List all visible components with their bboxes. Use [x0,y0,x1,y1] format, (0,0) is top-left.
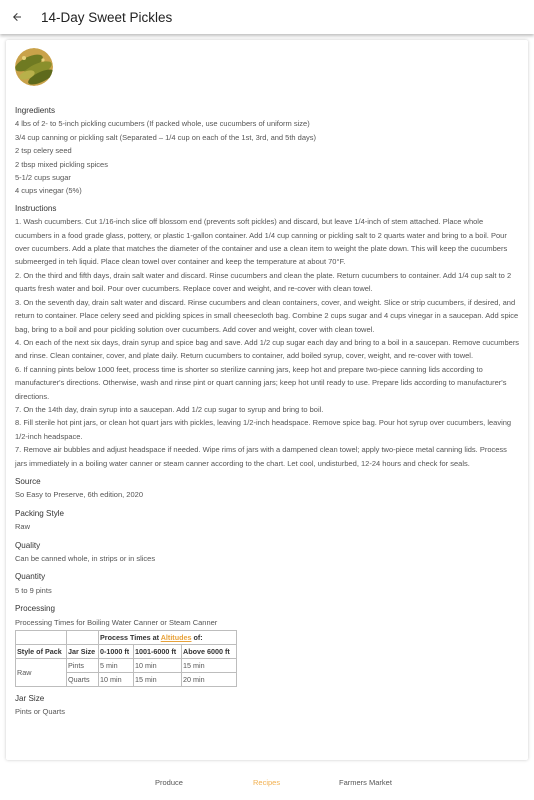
table-row [16,659,237,673]
source-value: So Easy to Preserve, 6th edition, 2020 [15,490,143,500]
back-button[interactable] [0,0,34,34]
table-header-text: of: [191,633,203,643]
table-header-cell: 0-1000 ft [99,645,134,659]
table-cell: 5 min [99,659,134,673]
bottom-navigation [0,768,534,800]
processing-heading: Processing [15,604,56,614]
table-cell: 15 min [134,673,182,687]
table-cell: Quarts [67,673,99,687]
instruction-step: 2. On the third and fifth days, drain salt water and discard. Rinse cucumbers and clean the plate. Return cucumbers to container. Add 1/4 cup salt to 2 quarts fresh water and boil. Pour over cucumbers. Replace cover and weight, and re-cover with clean towel. [15,270,512,294]
page-title: 14-Day Sweet Pickles [41,9,173,25]
instruction-step: 6. If canning pints below 1000 feet, process time is shorter so sterilize canning jars, keep hot and prepare two-piece canning lids according to manufacturer's directions. Otherwise, wash and rinse pint or quart canning jars; keep hot until ready to use. Prepare lids according to manufacturer's directions. [15,364,507,401]
table-cell [16,631,67,645]
altitudes-link[interactable]: Altitudes [160,633,192,643]
table-row [16,631,237,645]
table-row [16,645,237,659]
recipe-thumbnail [15,48,53,86]
jar-size-value: Pints or Quarts [15,707,66,717]
quantity-value: 5 to 9 pints [15,585,52,595]
instruction-step: 3. On the seventh day, drain salt water and discard. Rinse cucumbers and clean containers, cover, and weight. Slice or strip cucumbers, if desired, and return to container. Place celery seed and pickling spices in small cheesecloth bag. Combine 2 cups sugar and 4 cups vinegar in a saucepan. Add spice bag, bring to a boil and pour pickling solution over cucumbers. Add cover and weight, cover with clean towel. [15,297,519,334]
app-bar [0,0,534,34]
nav-item-farmers-market[interactable]: Farmers Market [339,778,392,787]
table-header-cell: Jar Size [67,645,99,659]
quality-heading: Quality [15,540,41,550]
quantity-heading: Quantity [15,572,46,582]
ingredients-heading: Ingredients [15,106,56,115]
nav-item-recipes[interactable]: Recipes [253,778,281,787]
table-cell: 10 min [99,673,134,687]
instruction-step: 4. On each of the next six days, drain syrup and spice bag and save. Add 1/2 cup sugar each day and bring to a boil in a saucepan. Remove cucumbers and rinse. Clean container, cover, and plate daily. Return cucumbers to container, add boiled syrup, cover, weight, and re-cover with towel. [15,337,520,361]
nav-item-produce[interactable]: Produce [155,778,183,787]
ingredient-item: 5-1/2 cups sugar [15,173,71,183]
arrow-back-icon [11,11,23,23]
jar-size-heading: Jar Size [15,694,45,704]
table-cell [67,631,99,645]
quality-value: Can be canned whole, in strips or in slices [15,554,156,563]
table-cell: Raw [16,659,67,687]
ingredient-item: 4 cups vinegar (5%) [15,186,82,196]
table-cell: Pints [67,659,99,673]
table-header-cell: Above 6000 ft [182,645,237,659]
table-header-cell [99,631,237,645]
processing-table [15,630,237,687]
instruction-step: 8. Fill sterile hot pint jars, or clean hot quart jars with pickles, leaving 1/2-inch headspace. Remove spice bag. Pour hot syrup over cucumbers, leaving 1/2-inch headspace. [15,418,512,441]
ingredient-item: 2 tbsp mixed pickling spices [15,159,108,169]
ingredient-item: 4 lbs of 2- to 5-inch pickling cucumbers (If packed whole, use cucumbers of uniform size) [15,119,310,129]
table-cell: 15 min [182,659,237,673]
instructions-heading: Instructions [15,203,57,213]
recipe-card [6,40,528,760]
ingredient-item: 3/4 cup canning or pickling salt (Separated – 1/4 cup on each of the 1st, 3rd, and 5th days) [15,132,317,142]
ingredient-item: 2 tsp celery seed [15,146,72,156]
packing-style-heading: Packing Style [15,508,65,518]
instruction-step: 7. On the 14th day, drain syrup into a saucepan. Add 1/2 cup sugar to syrup and bring to boil. [15,404,324,414]
instruction-step: 1. Wash cucumbers. Cut 1/16-inch slice off blossom end (prevents soft pickles) and discard, but leave 1/4-inch of stem attached. Place whole cucumbers in a food grade glass, pottery, or plastic 1-gallon container. Add 1/4 cup canning or pickling salt to 2 quarts water and bring to a boil. Pour over cucumbers. Add a plate that matches the diameter of the container and use a clean item to weight the plate down. This will keep the cucumbers submeerged in teh liquid. Place clean towel over container and keep the temperature at about 70°F. [15,217,508,267]
source-heading: Source [15,476,41,486]
instruction-step: 7. Remove air bubbles and adjust headspace if needed. Wipe rims of jars with a dampened clean towel; apply two-piece metal canning lids. Process jars immediately in a boiling water canner or steam canner according to the chart. Let cool, undisturbed, 12-24 hours and check for seals. [15,445,507,468]
packing-style-value: Raw [15,522,31,532]
table-header-text: Process Times at [100,633,161,643]
table-cell: 20 min [182,673,237,687]
table-header-cell: Style of Pack [16,645,67,659]
processing-caption: Processing Times for Boiling Water Canner or Steam Canner [15,617,218,627]
table-cell: 10 min [134,659,182,673]
table-header-cell: 1001-6000 ft [134,645,182,659]
